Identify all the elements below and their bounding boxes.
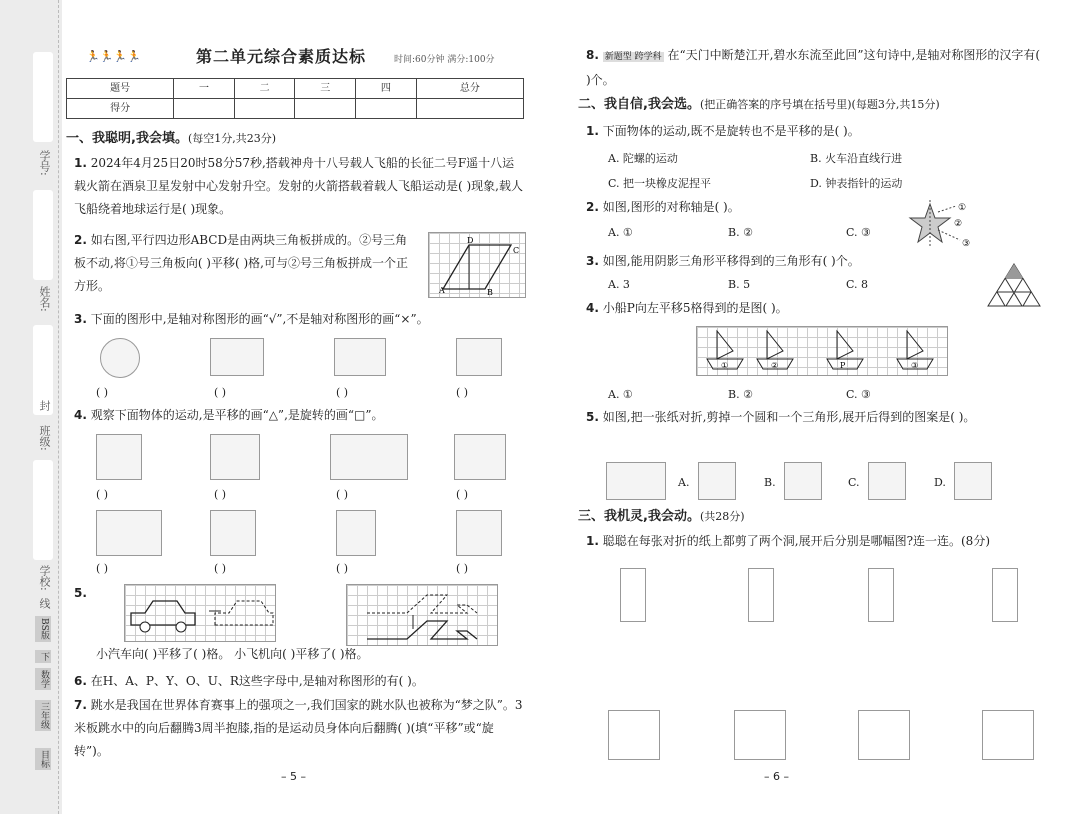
score-entry-cell[interactable] xyxy=(295,99,356,119)
motion-figure-2 xyxy=(210,434,260,480)
option-a[interactable]: A. ① xyxy=(608,226,633,239)
svg-text:P: P xyxy=(840,361,846,370)
star-figure xyxy=(908,200,978,252)
q-text: 下面的图形中,是轴对称图形的画“√”,不是轴对称图形的画“×”。 xyxy=(90,312,429,326)
svg-text:C: C xyxy=(513,246,520,255)
section-1-heading xyxy=(66,130,276,147)
question-3 xyxy=(74,308,526,331)
score-entry-cell[interactable] xyxy=(416,99,523,119)
warning-sign-figure xyxy=(456,338,502,376)
option-c[interactable]: C. ③ xyxy=(846,226,871,239)
boat-grid-figure xyxy=(696,326,948,376)
section-2-heading xyxy=(578,96,940,113)
option-c[interactable]: C. 把一块橡皮泥捏平 xyxy=(608,177,712,190)
label-student-id: 学号: xyxy=(38,150,51,176)
answer-blank[interactable]: ( ) xyxy=(96,562,109,575)
q-number: 2. xyxy=(586,200,599,214)
q-text: 2024年4月25日20时58分57秒,搭载神舟十八号载人飞船的长征二号F遥十八运载火箭在酒泉卫星发射中心发射升空。发射的火箭搭载着载人飞船运动是( )现象,载人飞船绕着地球运行是( )现象。 xyxy=(74,156,523,216)
q-text: 小船P向左平移5格得到的是图( )。 xyxy=(602,301,788,315)
section-3-heading xyxy=(578,508,745,525)
answer-blank[interactable]: ( ) xyxy=(456,488,469,501)
tag-math: 数学 xyxy=(35,668,51,690)
running-figures-logo: 🏃🏃🏃🏃 xyxy=(86,50,141,63)
svg-text:②: ② xyxy=(954,219,963,229)
q-text: 如右图,平行四边形ABCD是由两块三角板拼成的。②号三角板不动,将①号三角板向( )平移( )格,可与②号三角板拼成一个正方形。 xyxy=(74,233,408,293)
parallelogram-figure xyxy=(428,232,526,298)
svg-text:B: B xyxy=(487,288,493,297)
svg-text:③: ③ xyxy=(962,239,971,249)
svg-text:A: A xyxy=(439,286,445,295)
motion-figure-4 xyxy=(454,434,506,480)
label-name: 姓名: xyxy=(38,286,51,312)
option-c[interactable]: C. ③ xyxy=(846,388,871,401)
score-header-cell: 题号 xyxy=(67,79,174,99)
svg-text:③: ③ xyxy=(911,361,919,370)
coin-logo-figure xyxy=(100,338,140,378)
q-text: 如图,图形的对称轴是( )。 xyxy=(602,200,740,214)
unfolded-card-3[interactable] xyxy=(858,710,910,760)
option-c-figure xyxy=(868,462,906,500)
q-number: 8. xyxy=(586,48,599,62)
motion-figure-1 xyxy=(96,434,142,480)
folded-card-2[interactable] xyxy=(748,568,774,622)
q-text: 在“天门中断楚江开,碧水东流至此回”这句诗中,是轴对称图形的汉字有( )个。 xyxy=(586,48,1041,87)
building-figure xyxy=(334,338,386,376)
option-a[interactable]: A. xyxy=(678,476,690,489)
cut-mark: 封 xyxy=(38,400,51,411)
option-b[interactable]: B. 火车沿直线行进 xyxy=(810,152,903,165)
question-5-number xyxy=(74,582,87,605)
binding-strip xyxy=(0,0,62,814)
question-6 xyxy=(74,670,526,693)
motion-figure-8 xyxy=(456,510,502,556)
label-class: 班级: xyxy=(38,425,51,451)
q-number: 3. xyxy=(586,254,599,268)
q-number: 2. xyxy=(74,233,87,247)
score-entry-cell[interactable] xyxy=(174,99,235,119)
q-number: 1. xyxy=(586,534,599,548)
field-box xyxy=(33,460,53,560)
q-number: 5. xyxy=(74,586,87,600)
option-b[interactable]: B. xyxy=(764,476,776,489)
question-8 xyxy=(586,44,1046,92)
score-header-cell: 总分 xyxy=(416,79,523,99)
choice-4 xyxy=(586,297,1046,320)
plane-svg xyxy=(347,585,497,645)
unfolded-card-2[interactable] xyxy=(734,710,786,760)
unfolded-card-4[interactable] xyxy=(982,710,1034,760)
q-text: 在H、A、P、Y、O、U、R这些字母中,是轴对称图形的有( )。 xyxy=(90,674,424,688)
choice-2 xyxy=(586,196,906,219)
option-a[interactable]: A. 3 xyxy=(608,278,630,291)
q-number: 7. xyxy=(74,698,87,712)
section-title: 一、我聪明,我会填。 xyxy=(66,131,188,146)
parallelogram-svg xyxy=(429,233,525,297)
choice-3 xyxy=(586,250,966,273)
q-number: 3. xyxy=(74,312,87,326)
choice-5 xyxy=(586,406,1046,429)
answer-blank[interactable]: ( ) xyxy=(96,488,109,501)
field-box xyxy=(33,52,53,142)
q-number: 1. xyxy=(74,156,87,170)
folded-card-3[interactable] xyxy=(868,568,894,622)
label-school: 学校: xyxy=(38,565,51,591)
option-c[interactable]: C. xyxy=(848,476,860,489)
option-d-figure xyxy=(954,462,992,500)
tag-down: 下 xyxy=(35,650,51,663)
answer-blank[interactable]: ( ) xyxy=(336,488,349,501)
section-note: (每空1分,共23分) xyxy=(187,132,277,145)
folded-paper-figure xyxy=(606,462,666,500)
cut-line xyxy=(58,0,59,814)
q-number: 5. xyxy=(586,410,599,424)
answer-blank[interactable]: ( ) xyxy=(456,562,469,575)
option-a[interactable]: A. 陀螺的运动 xyxy=(608,152,678,165)
answer-blank[interactable]: ( ) xyxy=(214,562,227,575)
q-number: 4. xyxy=(74,408,87,422)
score-header-cell: 二 xyxy=(234,79,295,99)
section-note: (把正确答案的序号填在括号里)(每题3分,共15分) xyxy=(699,98,940,111)
score-entry-cell[interactable] xyxy=(234,99,295,119)
page-number-6: – 6 – xyxy=(764,770,789,783)
answer-blank[interactable]: ( ) xyxy=(214,488,227,501)
option-d[interactable]: D. xyxy=(934,476,946,489)
score-label-cell: 得分 xyxy=(67,99,174,119)
question-7 xyxy=(74,694,526,763)
q-number: 4. xyxy=(586,301,599,315)
section-title: 二、我自信,我会选。 xyxy=(578,97,700,112)
question-5: 小汽车向( )平移了( )格。 小飞机向( )平移了( )格。 xyxy=(96,647,369,661)
option-b-figure xyxy=(784,462,822,500)
q-text: 观察下面物体的运动,是平移的画“△”,是旋转的画“□”。 xyxy=(90,408,384,422)
tag-brand: 目标 xyxy=(35,748,51,770)
option-d[interactable]: D. 钟表指针的运动 xyxy=(810,177,903,190)
folded-card-1[interactable] xyxy=(620,568,646,622)
option-b[interactable]: B. ② xyxy=(728,226,753,239)
motion-figure-6 xyxy=(210,510,256,556)
section-note: (共28分) xyxy=(699,510,745,523)
q-text: 如图,能用阴影三角形平移得到的三角形有( )个。 xyxy=(602,254,860,268)
page-title: 第二单元综合素质达标 xyxy=(196,47,367,66)
motion-figure-5 xyxy=(96,510,162,556)
question-2 xyxy=(74,229,419,298)
option-a[interactable]: A. ① xyxy=(608,388,633,401)
svg-text:①: ① xyxy=(721,361,729,370)
time-score-meta: 时间:60分钟 满分:100分 xyxy=(394,55,495,65)
folded-card-4[interactable] xyxy=(992,568,1018,622)
q-number: 1. xyxy=(586,124,599,138)
q-text: 如图,把一张纸对折,剪掉一个圆和一个三角形,展开后得到的图案是( )。 xyxy=(602,410,976,424)
plane-grid-figure xyxy=(346,584,498,646)
cut-mark: 线 xyxy=(38,598,51,609)
field-box xyxy=(33,190,53,280)
sign-figure xyxy=(210,338,264,376)
q-text: 下面物体的运动,既不是旋转也不是平移的是( )。 xyxy=(602,124,860,138)
option-a-figure xyxy=(698,462,736,500)
section-title: 三、我机灵,我会动。 xyxy=(578,509,700,524)
activity-1 xyxy=(586,530,1046,553)
motion-figure-3 xyxy=(330,434,408,480)
answer-blank[interactable]: ( ) xyxy=(214,386,227,399)
svg-text:D: D xyxy=(467,236,474,245)
answer-blank[interactable]: ( ) xyxy=(336,386,349,399)
page-number-5: – 5 – xyxy=(281,770,306,783)
unfolded-card-1[interactable] xyxy=(608,710,660,760)
answer-blank[interactable]: ( ) xyxy=(336,562,349,575)
q-text: 聪聪在每张对折的纸上都剪了两个洞,展开后分别是哪幅图?连一连。(8分) xyxy=(602,534,990,548)
car-svg xyxy=(125,585,275,641)
q-number: 6. xyxy=(74,674,87,688)
question-4 xyxy=(74,404,526,427)
svg-text:②: ② xyxy=(771,361,779,370)
boats-svg xyxy=(697,327,947,375)
score-entry-cell[interactable] xyxy=(356,99,417,119)
score-table xyxy=(66,78,524,119)
option-b[interactable]: B. ② xyxy=(728,388,753,401)
choice-1 xyxy=(586,120,1046,143)
score-header-cell: 一 xyxy=(174,79,235,99)
motion-figure-7 xyxy=(336,510,376,556)
option-c[interactable]: C. 8 xyxy=(846,278,869,291)
answer-blank[interactable]: ( ) xyxy=(456,386,469,399)
answer-blank[interactable]: ( ) xyxy=(96,386,109,399)
new-type-tag: 新题型 跨学科 xyxy=(604,52,662,62)
car-grid-figure xyxy=(124,584,276,642)
svg-text:①: ① xyxy=(958,203,967,213)
tag-bs: BS版 xyxy=(35,616,51,642)
question-1 xyxy=(74,152,526,221)
score-header-cell: 三 xyxy=(295,79,356,99)
tag-grade: 三年级 xyxy=(35,700,51,731)
score-header-cell: 四 xyxy=(356,79,417,99)
option-b[interactable]: B. 5 xyxy=(728,278,751,291)
q-text: 跳水是我国在世界体育赛事上的强项之一,我们国家的跳水队也被称为“梦之队”。3米板跳水中的向后翻腾3周半抱膝,指的是运动员身体向后翻腾( )(填“平移”或“旋转”)。 xyxy=(74,698,523,758)
